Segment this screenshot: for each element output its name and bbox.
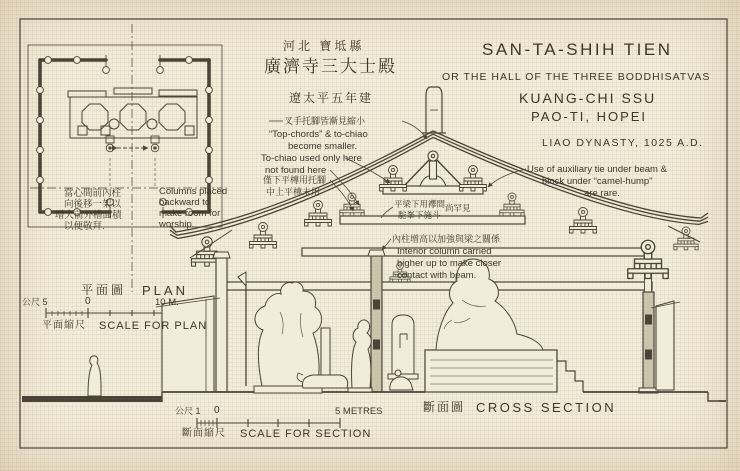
plan-note-en-line1: Columns placed <box>159 186 228 197</box>
note-aux-en-line1: Use of auxiliary tie under beam & <box>527 164 667 175</box>
note-aux-en-line2: block under “camel-hump” <box>542 176 653 187</box>
plan-scale-caption-en: SCALE FOR PLAN <box>99 320 208 332</box>
section-scale-left: 公尺 1 <box>175 406 201 416</box>
title-cn-name: 廣濟寺三大士殿 <box>264 57 397 76</box>
section-label-en: CROSS SECTION <box>476 400 617 415</box>
note-topchords-cn: 叉手托腳皆漸見縮小 <box>284 116 366 126</box>
section-label-cn: 斷面圖 <box>423 400 466 414</box>
plan-label-en: PLAN <box>142 283 188 298</box>
title-cn-region: 河北 寶坻縣 <box>283 39 365 53</box>
note-purlin-cn-line1: 僅下平槫用托腳 <box>263 175 327 185</box>
plan-label-cn: 平面圖 <box>81 283 127 297</box>
section-scale-bar <box>197 418 340 428</box>
note-column-en-line1: Interior column carried <box>397 246 492 257</box>
note-tochiao-en-line2: not found here <box>265 165 327 176</box>
plan-note-cn-line4: 以便敬拜. <box>64 221 105 232</box>
plan-note-en-line2: backward to <box>159 197 211 208</box>
plan-scale-bar <box>46 308 176 318</box>
plan-scale-left: 公尺 5 <box>22 297 48 307</box>
note-column-en-line3: contact with beam. <box>397 270 477 281</box>
note-column-en-line2: higher up to make closer <box>397 258 502 269</box>
title-en-main: SAN-TA-SHIH TIEN <box>482 40 673 59</box>
note-tie-cn-line1: 平梁下用襻間 <box>394 199 446 209</box>
plan-note-cn-line1: 當心間前內柱 <box>64 188 122 199</box>
stele <box>388 315 418 390</box>
plan-note-en-line4: worship. <box>159 219 195 230</box>
note-purlin-cn-line2: 中上平槫未用 <box>266 187 321 197</box>
title-cn-date: 遼太平五年建 <box>289 91 374 105</box>
plan-note-cn-line2: 向後移一架以 <box>64 199 122 210</box>
title-en-sub: OR THE HALL OF THE THREE BODDHISATVAS <box>442 71 711 83</box>
title-en-place: PAO-TI, HOPEI <box>531 109 648 124</box>
ridge-ornament <box>422 87 446 133</box>
note-tochiao-en-line1: To-chiao used only here <box>261 153 362 164</box>
plan-scale-zero: 0 <box>85 296 91 307</box>
title-en-dynasty: LIAO DYNASTY, 1025 A.D. <box>542 137 704 149</box>
note-topchords-en-line1: “Top-chords” & to-chiao <box>269 129 368 140</box>
plan-note-cn-line3: 增大前外槽面積 <box>55 210 122 221</box>
dais <box>425 350 583 392</box>
section-scale-right: 5 METRES <box>335 406 383 417</box>
plan-note-en-line3: make room for <box>159 208 221 219</box>
plan-scale-right: 10 M. <box>155 297 179 308</box>
attendant-statue <box>348 320 372 392</box>
note-tie-cn-side: 尚罕見 <box>445 203 471 213</box>
section-scale-zero: 0 <box>214 405 220 416</box>
king-post <box>404 151 462 186</box>
plan-scale-caption-cn: 平面縮尺 <box>42 320 86 331</box>
note-aux-en-line3: are rare. <box>584 188 620 199</box>
section-scale-caption-cn: 斷面縮尺 <box>182 428 226 439</box>
note-topchords-en-line2: become smaller. <box>288 141 358 152</box>
section-scale-caption-en: SCALE FOR SECTION <box>240 428 372 440</box>
title-en-temple: KUANG-CHI SSU <box>519 90 657 106</box>
plan-drawing <box>28 24 222 318</box>
note-tie-cn-line2: 駝峯下施斗 <box>398 210 441 220</box>
note-column-cn: 內柱增高以加強與梁之關係 <box>392 234 501 244</box>
scale-figure <box>88 356 101 396</box>
